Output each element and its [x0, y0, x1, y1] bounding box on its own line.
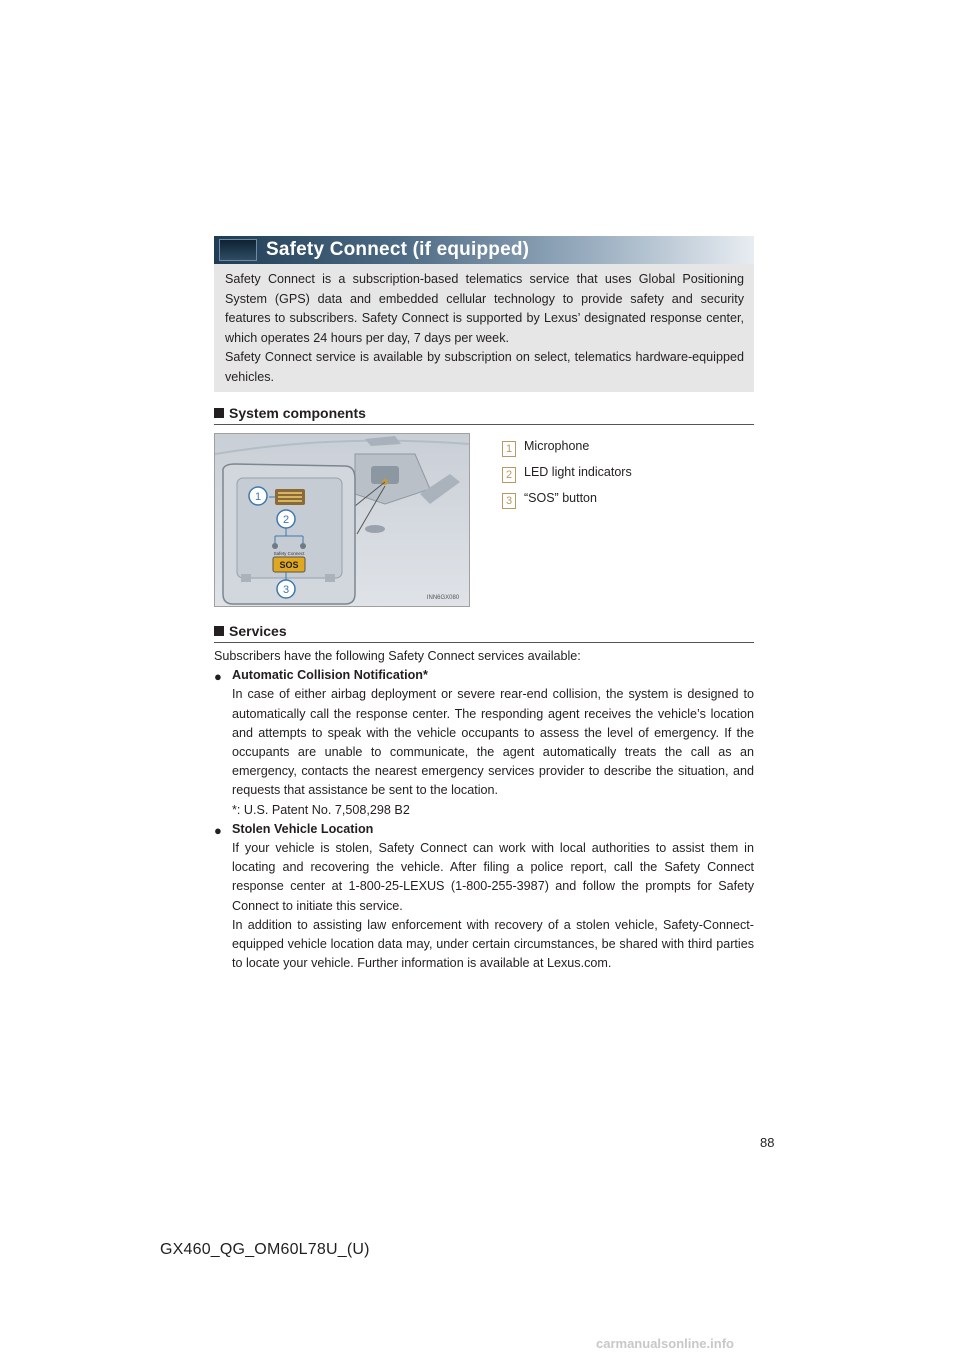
heading-square-icon	[214, 408, 224, 418]
legend-number: 2	[502, 467, 516, 483]
legend-label: LED light indicators	[524, 465, 632, 479]
svg-text:3: 3	[282, 584, 290, 596]
legend-number: 1	[502, 441, 516, 457]
legend-item	[502, 438, 589, 457]
services-heading	[214, 621, 754, 643]
intro-box	[214, 264, 754, 392]
components-heading-text: System components	[229, 405, 366, 421]
section-marker-icon	[219, 239, 257, 261]
intro-paragraph-2: Safety Connect service is available by subscription on select, telematics hardware-equipped vehicles.	[225, 350, 744, 384]
bullet-dot-icon: ●	[214, 822, 222, 838]
acn-footnote: *: U.S. Patent No. 7,508,298 B2	[232, 802, 410, 817]
acn-body: In case of either airbag deployment or severe rear-end collision, the system is designed to automatically call the response center. The responding agent receives the vehicle’s location and attempts to speak with the vehicle occupants to assess the level of emergency. If the occupants are unable to communicate, the agent automatically treats the call as an emergency, contacts the nearest emergency services provider to describe the situation, and requests that assistance be sent to the location.	[232, 687, 754, 798]
footer-code: GX460_QG_OM60L78U_(U)	[160, 1241, 370, 1258]
figure-image-code: INN6GX080	[426, 595, 460, 601]
svl-title: Stolen Vehicle Location	[232, 821, 374, 836]
heading-square-icon	[214, 626, 224, 636]
svg-text:2: 2	[282, 514, 290, 526]
bullet-svl	[214, 820, 754, 839]
services-body	[214, 647, 754, 973]
legend-label: Microphone	[524, 439, 590, 453]
acn-title: Automatic Collision Notification*	[232, 668, 428, 683]
services-heading-text: Services	[229, 623, 287, 639]
services-intro: Subscribers have the following Safety Connect services available:	[214, 649, 581, 663]
figure-safety-label: Safety Connect	[273, 551, 305, 556]
bullet-dot-icon: ●	[214, 669, 222, 685]
legend-label: “SOS” button	[524, 491, 597, 505]
legend-item	[502, 490, 597, 509]
overhead-console-illustration	[215, 434, 469, 606]
section-title: Safety Connect (if equipped)	[266, 239, 530, 260]
components-figure	[214, 433, 470, 607]
svl-body-2: In addition to assisting law enforcement with recovery of a stolen vehicle, Safety-Connect-equipped vehicle location data may, under certain circumstances, be shared with third parties to locate your vehicle. Further information is available at Lexus.com.	[232, 917, 754, 971]
page-number: 88	[760, 1135, 775, 1150]
components-heading	[214, 403, 754, 425]
svg-text:1: 1	[254, 491, 262, 503]
figure-sos-label: SOS	[279, 560, 299, 570]
legend-number: 3	[502, 493, 516, 509]
intro-paragraph-1: Safety Connect is a subscription-based telematics service that uses Global Positioning System (GPS) data and embedded cellular technology to provide safety and security features to subscribers. Safety Connect is supported by Lexus’ designated response center, which operates 24 hours per day, 7 days per week.	[225, 272, 744, 345]
svl-body-1: If your vehicle is stolen, Safety Connect can work with local authorities to assist them in locating and recovering the vehicle. After filing a police report, call the Safety Connect response center at 1-800-25-LEXUS (1-800-255-3987) and follow the prompts for Safety Connect to initiate this service.	[232, 841, 754, 913]
legend-item	[502, 464, 632, 483]
bullet-acn	[214, 666, 754, 685]
watermark: carmanualsonline.info	[596, 1336, 734, 1351]
